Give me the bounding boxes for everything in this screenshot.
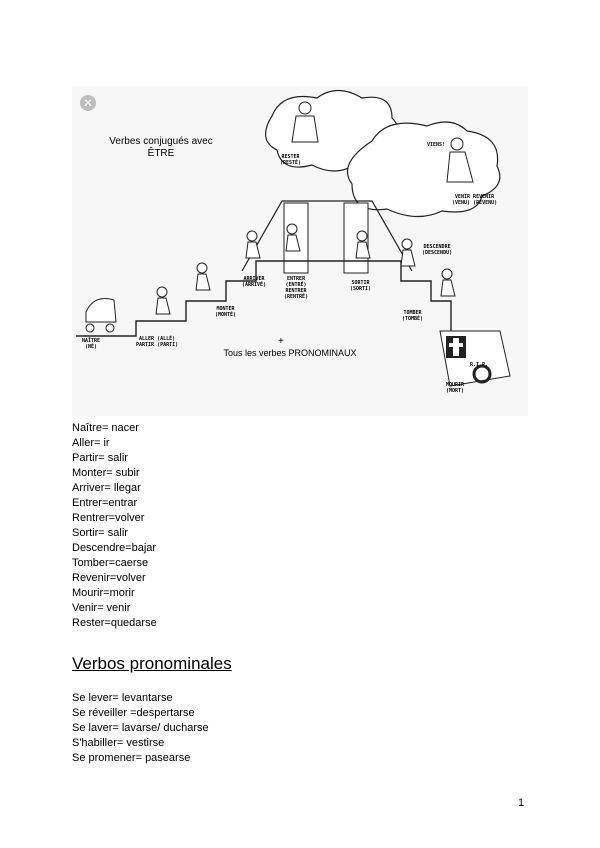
section-heading: Verbos pronominales	[72, 654, 232, 673]
label-rip: R.I.P.	[470, 362, 489, 368]
label-rester: RESTER (RESTÉ)	[280, 154, 302, 166]
label-sortir: SORTIR (SORTI)	[350, 280, 372, 292]
vocab-item: Monter= subir	[72, 467, 140, 479]
pronominal-list	[72, 691, 209, 766]
vocab-item: Sortir= salir	[72, 527, 128, 539]
vocab-item: Mourir=morir	[72, 587, 135, 599]
pronominal-item: S'habiller= vestirse	[72, 737, 165, 749]
page-number: 1	[518, 797, 525, 809]
angel-body	[292, 116, 318, 142]
label-mourir: MOURIR (MORT)	[446, 382, 465, 394]
vocab-item: Naître= nacer	[72, 422, 139, 434]
vocab-item: Entrer=entrar	[72, 497, 138, 509]
vocab-item: Arriver= llegar	[72, 482, 141, 494]
pronominal-item: Se promener= pasearse	[72, 752, 191, 764]
pronominal-item: Se lever= levantarse	[72, 692, 173, 704]
label-descendre: DESCENDRE (DESCENDU)	[422, 244, 453, 256]
vocab-item: Aller= ir	[72, 437, 110, 449]
vocab-item: Rentrer=volver	[72, 512, 145, 524]
label-monter: MONTER (MONTÉ)	[215, 306, 237, 318]
close-icon[interactable]: ✕	[80, 95, 96, 111]
pronominal-item: Se réveiller =despertarse	[72, 707, 195, 719]
vocab-list	[72, 421, 157, 631]
label-arriver: ARRIVER (ARRIVÉ)	[242, 276, 267, 288]
vocab-item: Descendre=bajar	[72, 542, 157, 554]
vocab-item: Venir= venir	[72, 602, 131, 614]
plus-sign: +	[278, 336, 284, 347]
label-entrer: ENTRER (ENTRÉ) RENTRER (RENTRÉ)	[284, 276, 309, 300]
label-tomber: TOMBER (TOMBÉ)	[402, 310, 424, 322]
staircase	[76, 261, 471, 336]
vocab-item: Partir= salir	[72, 452, 128, 464]
vocab-item: Tomber=caerse	[72, 557, 149, 569]
label-naitre: NAÎTRE (NÉ)	[82, 338, 101, 350]
label-aller: ALLER (ALLÉ) PARTIR (PARTI)	[136, 336, 179, 348]
pronominaux-caption: Tous les verbes PRONOMINAUX	[223, 348, 357, 358]
vocab-item: Rester=quedarse	[72, 617, 157, 629]
pronominal-item: Se laver= lavarse/ ducharse	[72, 722, 209, 734]
label-viens: VIENS!	[427, 142, 446, 148]
pram	[86, 299, 116, 333]
etre-verbs-illustration	[72, 86, 528, 416]
label-venir: VENIR REVENIR (VENU) (REVENU)	[452, 194, 498, 206]
figure-title: Verbes conjugués avec ÊTRE	[109, 136, 213, 159]
vocab-item: Revenir=volver	[72, 572, 146, 584]
tomb	[440, 331, 510, 386]
